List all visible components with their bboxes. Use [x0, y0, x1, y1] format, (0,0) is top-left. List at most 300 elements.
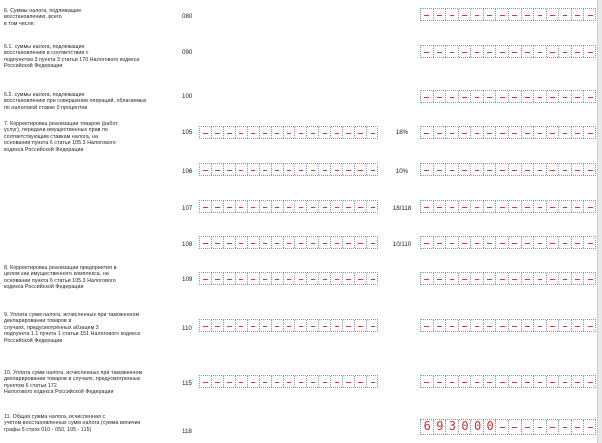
digit-cell: [212, 376, 224, 387]
digit-cell: [471, 273, 484, 284]
digit-cell: [260, 201, 272, 212]
digit-cell: [224, 201, 236, 212]
digit-cell: [496, 164, 509, 175]
digit-cell: [200, 201, 212, 212]
tax-base-field-105[interactable]: [199, 126, 378, 139]
digit-cell: [459, 320, 472, 331]
description-line: по налоговой ставке 0 процентов: [4, 104, 88, 111]
digit-cell: [509, 201, 522, 212]
digit-cell: [496, 420, 509, 434]
line-code-107: 107: [182, 205, 193, 212]
digit-cell: [200, 273, 212, 284]
digit-cell: [355, 127, 367, 138]
digit-char: 9: [436, 419, 444, 433]
tax-amount-field-109[interactable]: [420, 272, 596, 285]
description-line: 10. Уплата сумм налога, исчисленных при таможенном: [4, 370, 143, 376]
digit-cell: [459, 376, 472, 387]
digit-cell: [355, 201, 367, 212]
digit-cell: [272, 237, 284, 248]
digit-cell: [421, 201, 434, 212]
digit-cell: [307, 273, 319, 284]
digit-cell: [248, 127, 260, 138]
tax-amount-field-090[interactable]: [420, 45, 596, 58]
tax-amount-field-080[interactable]: [420, 8, 596, 21]
description-line: учетом восстановленных сумм налога (сумма величин: [4, 420, 141, 427]
digit-cell: [307, 320, 319, 331]
digit-char: 0: [461, 419, 469, 433]
digit-cell: [367, 376, 378, 387]
digit-cell: [421, 46, 434, 57]
digit-cell: [446, 237, 459, 248]
description-line: кодекса Российской Федерации: [4, 146, 84, 153]
digit-cell: [284, 237, 296, 248]
digit-cell: [236, 237, 248, 248]
digit-cell: [572, 46, 585, 57]
digit-cell: [212, 237, 224, 248]
digit-cell: [248, 273, 260, 284]
digit-cell: [343, 164, 355, 175]
tax-rate-105: 18%: [395, 129, 409, 136]
digit-cell: [459, 164, 472, 175]
digit-cell: [547, 237, 560, 248]
digit-cell: [284, 376, 296, 387]
tax-base-field-110[interactable]: [199, 319, 378, 332]
digit-cell: [434, 127, 447, 138]
digit-cell: [572, 237, 585, 248]
tax-amount-field-108[interactable]: [420, 236, 596, 249]
digit-cell: [331, 164, 343, 175]
digit-cell: [331, 273, 343, 284]
digit-cell: [547, 164, 560, 175]
description-line: Российской Федерации: [4, 337, 63, 344]
tax-amount-field-105[interactable]: [420, 126, 596, 139]
digit-cell: [471, 127, 484, 138]
digit-cell: [484, 127, 497, 138]
digit-cell: [559, 127, 572, 138]
digit-cell: [509, 237, 522, 248]
digit-cell: [343, 273, 355, 284]
digit-cell: [421, 273, 434, 284]
digit-cell: [272, 164, 284, 175]
digit-cell: [559, 91, 572, 102]
digit-cell: [343, 376, 355, 387]
digit-cell: [212, 164, 224, 175]
digit-cell: [496, 46, 509, 57]
digit-cell: [522, 201, 535, 212]
digit-cell: [295, 376, 307, 387]
digit-cell: [572, 127, 585, 138]
digit-cell: [284, 273, 296, 284]
digit-cell: [446, 320, 459, 331]
digit-cell: [496, 273, 509, 284]
digit-cell: [534, 237, 547, 248]
digit-cell: [319, 376, 331, 387]
digit-cell: [367, 201, 378, 212]
line-code-118: 118: [182, 428, 192, 435]
digit-cell: [367, 127, 378, 138]
digit-cell: [284, 320, 296, 331]
digit-cell: [534, 273, 547, 284]
digit-cell: [534, 376, 547, 387]
digit-cell: [295, 273, 307, 284]
digit-cell: [212, 127, 224, 138]
digit-cell: [295, 201, 307, 212]
digit-cell: [319, 127, 331, 138]
digit-cell: [509, 420, 522, 434]
digit-cell: [260, 273, 272, 284]
digit-cell: [355, 273, 367, 284]
description-line: основании пункта 6 статьи 105.3 Налогового: [4, 140, 116, 147]
digit-cell: [459, 273, 472, 284]
digit-cell: [509, 164, 522, 175]
digit-cell: [284, 201, 296, 212]
digit-cell: [224, 164, 236, 175]
digit-cell: [331, 320, 343, 331]
description-line: целом как имущественного комплекса, на: [4, 271, 109, 278]
digit-cell: [572, 376, 585, 387]
digit-cell: [484, 91, 497, 102]
digit-cell: [260, 237, 272, 248]
description-line: Российской Федерации: [4, 63, 63, 70]
digit-cell: [547, 320, 560, 331]
digit-char: 0: [473, 419, 482, 433]
digit-cell: [200, 376, 212, 387]
description-line: восстановлению в соответствии с: [4, 50, 89, 57]
digit-cell: [260, 127, 272, 138]
digit-cell: [421, 376, 434, 387]
digit-cell: [484, 320, 497, 331]
digit-cell: [319, 201, 331, 212]
digit-cell: [547, 46, 560, 57]
digit-cell: [248, 376, 260, 387]
digit-cell: [260, 376, 272, 387]
digit-cell: [522, 164, 535, 175]
description-line: декларировании товаров в: [4, 318, 72, 325]
row-description-115: [4, 370, 169, 396]
digit-cell: [534, 46, 547, 57]
description-line: 8. Корректировка реализации предприятия в: [4, 265, 117, 271]
digit-cell: [584, 320, 596, 331]
digit-cell: [484, 46, 497, 57]
digit-cell: [434, 46, 447, 57]
digit-cell: [421, 164, 434, 175]
digit-cell: [236, 376, 248, 387]
digit-cell: [236, 273, 248, 284]
digit-cell: [307, 237, 319, 248]
digit-cell: [559, 376, 572, 387]
digit-cell: [272, 201, 284, 212]
description-line: восстановлению, всего: [4, 14, 62, 21]
digit-cell: [446, 273, 459, 284]
description-line: Налогового кодекса Российской Федерации: [4, 389, 114, 396]
digit-cell: [471, 320, 484, 331]
digit-cell: [212, 273, 224, 284]
digit-cell: [272, 127, 284, 138]
digit-cell: [484, 164, 497, 175]
row-description-090: [4, 44, 169, 70]
digit-cell: [584, 273, 596, 284]
digit-cell: [496, 376, 509, 387]
digit-cell: [496, 201, 509, 212]
digit-cell: [522, 46, 535, 57]
digit-cell: [522, 420, 535, 434]
digit-cell: [547, 127, 560, 138]
digit-cell: [421, 9, 434, 20]
digit-cell: [343, 201, 355, 212]
digit-cell: [522, 9, 535, 20]
line-code-109: 109: [182, 276, 193, 283]
description-line: 6.1. суммы налога, подлежащие: [4, 44, 85, 50]
digit-cell: [522, 91, 535, 102]
digit-cell: [319, 273, 331, 284]
tax-base-field-106[interactable]: [199, 163, 378, 176]
digit-cell: [446, 376, 459, 387]
digit-cell: [572, 320, 585, 331]
digit-cell: [534, 127, 547, 138]
description-line: кодекса Российской Федерации: [4, 284, 84, 291]
tax-amount-field-110[interactable]: [420, 319, 596, 332]
tax-rate-106: 10%: [395, 168, 409, 175]
digit-cell: [343, 127, 355, 138]
digit-cell: [484, 237, 497, 248]
digit-cell: [248, 201, 260, 212]
digit-cell: [446, 164, 459, 175]
digit-cell: [224, 237, 236, 248]
digit-cell: [471, 164, 484, 175]
digit-cell: [272, 376, 284, 387]
digit-cell: [343, 237, 355, 248]
description-line: 11. Общая сумма налога, исчисленная с: [4, 414, 106, 420]
digit-cell: [272, 320, 284, 331]
digit-cell: [584, 201, 596, 212]
digit-cell: [284, 164, 296, 175]
digit-cell: [200, 164, 212, 175]
digit-cell: [272, 273, 284, 284]
digit-cell: [559, 46, 572, 57]
row-description-110: [4, 312, 169, 344]
digit-cell: [584, 164, 596, 175]
tax-base-field-115[interactable]: [199, 375, 378, 388]
digit-cell: [434, 9, 447, 20]
digit-cell: [584, 46, 596, 57]
digit-cell: [224, 273, 236, 284]
digit-cell: [509, 127, 522, 138]
line-code-110: 110: [182, 325, 192, 332]
digit-cell: [484, 376, 497, 387]
digit-cell: [307, 127, 319, 138]
digit-cell: [522, 273, 535, 284]
digit-cell: [236, 164, 248, 175]
digit-cell: [484, 273, 497, 284]
line-code-115: 115: [182, 380, 192, 387]
digit-cell: [496, 127, 509, 138]
digit-cell: [547, 420, 560, 434]
digit-cell: [224, 127, 236, 138]
digit-cell: [307, 164, 319, 175]
digit-cell: [547, 91, 560, 102]
digit-cell: [534, 9, 547, 20]
digit-cell: [355, 237, 367, 248]
digit-cell: [547, 273, 560, 284]
digit-cell: [248, 320, 260, 331]
digit-cell: [236, 127, 248, 138]
line-code-080: 080: [182, 13, 193, 20]
digit-cell: [509, 273, 522, 284]
description-line: декларировании товаров в случаях, предусмотренных: [4, 376, 141, 383]
digit-cell: [434, 201, 447, 212]
digit-cell: [471, 237, 484, 248]
digit-cell: [584, 420, 596, 434]
digit-cell: [248, 164, 260, 175]
digit-cell: [547, 201, 560, 212]
digit-cell: [319, 237, 331, 248]
digit-cell: [509, 320, 522, 331]
digit-cell: [547, 376, 560, 387]
digit-cell: [224, 376, 236, 387]
tax-amount-field-118[interactable]: [420, 419, 596, 435]
description-line: 7. Корректировка реализации товаров (работ,: [4, 121, 119, 127]
digit-cell: [509, 91, 522, 102]
digit-cell: [367, 164, 378, 175]
digit-cell: [584, 376, 596, 387]
description-line: восстановлению при совершении операций, облагаемых: [4, 98, 147, 105]
digit-cell: [260, 320, 272, 331]
tax-amount-field-107[interactable]: [420, 200, 596, 213]
digit-cell: [355, 376, 367, 387]
description-line: в том числе:: [4, 20, 36, 27]
digit-cell: [496, 320, 509, 331]
digit-cell: [459, 91, 472, 102]
tax-amount-field-115[interactable]: [420, 375, 596, 388]
description-line: графы 5 строк 010 - 050, 105 - 115): [4, 426, 92, 433]
digit-cell: [434, 91, 447, 102]
digit-cell: [446, 127, 459, 138]
digit-cell: [559, 9, 572, 20]
line-code-105: 105: [182, 129, 193, 136]
digit-cell: [200, 237, 212, 248]
digit-cell: [295, 164, 307, 175]
digit-cell: [331, 201, 343, 212]
digit-cell: [434, 237, 447, 248]
description-line: 6.2. суммы налога, подлежащие: [4, 92, 85, 98]
digit-cell: [459, 237, 472, 248]
digit-cell: [484, 9, 497, 20]
digit-cell: [421, 237, 434, 248]
digit-cell: [367, 273, 378, 284]
tax-rate-108: 10/110: [392, 241, 412, 248]
digit-cell: [584, 237, 596, 248]
digit-cell: [584, 91, 596, 102]
digit-cell: [446, 201, 459, 212]
row-description-080: [4, 8, 169, 27]
line-code-090: 090: [182, 49, 193, 56]
digit-cell: [446, 9, 459, 20]
digit-cell: [434, 164, 447, 175]
page-right-edge: [597, 0, 602, 443]
digit-cell: [471, 9, 484, 20]
digit-cell: [522, 237, 535, 248]
digit-cell: [572, 91, 585, 102]
digit-cell: [331, 376, 343, 387]
row-description-118: [4, 414, 169, 433]
digit-cell: [260, 164, 272, 175]
digit-cell: [284, 127, 296, 138]
tax-base-field-107[interactable]: [199, 200, 378, 213]
digit-cell: [584, 127, 596, 138]
digit-cell: [572, 273, 585, 284]
digit-cell: [534, 420, 547, 434]
digit-cell: [522, 320, 535, 331]
digit-cell: [559, 201, 572, 212]
description-line: подпункта 1.1 пункта 1 статьи 151 Налогового кодекса: [4, 331, 141, 338]
tax-rate-107: 18/118: [392, 205, 412, 212]
digit-cell: [509, 46, 522, 57]
digit-cell: [584, 9, 596, 20]
digit-char: 6: [423, 419, 431, 433]
digit-cell: [559, 320, 572, 331]
digit-cell: [572, 164, 585, 175]
digit-cell: [421, 127, 434, 138]
row-description-100: [4, 92, 169, 111]
digit-cell: [200, 320, 212, 331]
digit-cell: [295, 237, 307, 248]
digit-cell: [212, 201, 224, 212]
digit-cell: [236, 201, 248, 212]
digit-cell: [236, 320, 248, 331]
description-line: 6. Суммы налога, подлежащие: [4, 8, 82, 14]
digit-cell: [484, 201, 497, 212]
digit-cell: [331, 237, 343, 248]
description-line: основании пункта 6 статьи 105.3 Налогового: [4, 277, 116, 284]
digit-cell: [496, 9, 509, 20]
digit-cell: [522, 127, 535, 138]
digit-cell: [459, 46, 472, 57]
description-line: пунктом 6 статьи 172: [4, 382, 57, 389]
digit-cell: [307, 376, 319, 387]
digit-cell: [534, 164, 547, 175]
digit-cell: [367, 320, 378, 331]
tax-base-field-108[interactable]: [199, 236, 378, 249]
description-line: услуг), передачи имущественных прав по: [4, 127, 108, 134]
digit-cell: [522, 376, 535, 387]
digit-char: 3: [448, 419, 457, 433]
digit-cell: [496, 237, 509, 248]
digit-cell: [446, 46, 459, 57]
digit-cell: [509, 376, 522, 387]
digit-cell: [307, 201, 319, 212]
digit-cell: [355, 320, 367, 331]
digit-cell: [471, 91, 484, 102]
tax-base-field-109[interactable]: [199, 272, 378, 285]
digit-cell: [459, 9, 472, 20]
tax-amount-field-100[interactable]: [420, 90, 596, 103]
description-line: случаях, предусмотренных абзацем 3: [4, 324, 99, 331]
digit-cell: [534, 320, 547, 331]
digit-cell: [572, 201, 585, 212]
tax-amount-field-106[interactable]: [420, 163, 596, 176]
line-code-108: 108: [182, 241, 193, 248]
digit-cell: [559, 164, 572, 175]
digit-cell: [471, 376, 484, 387]
digit-cell: [295, 320, 307, 331]
digit-cell: [559, 273, 572, 284]
digit-cell: [471, 201, 484, 212]
line-code-100: 100: [182, 93, 193, 100]
description-line: 9. Уплата сумм налога, исчисленных при таможенном: [4, 312, 140, 318]
row-description-109: [4, 265, 169, 291]
digit-cell: [446, 91, 459, 102]
digit-cell: [559, 237, 572, 248]
